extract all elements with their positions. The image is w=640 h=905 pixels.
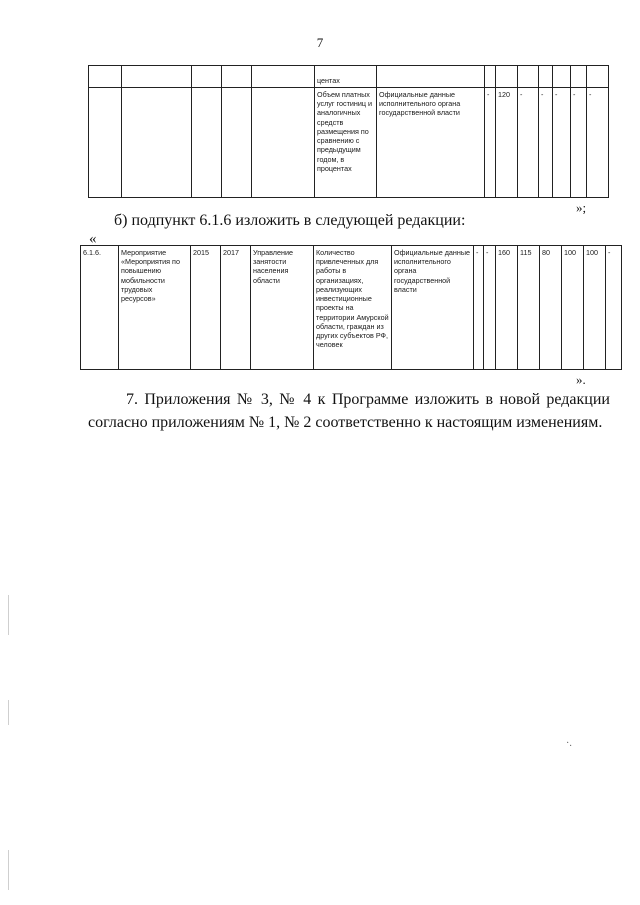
table-cell-value: - bbox=[518, 88, 539, 198]
table-bottom bbox=[80, 245, 622, 370]
closing-quote-2: ». bbox=[576, 372, 586, 387]
table-cell-value: - bbox=[606, 246, 622, 370]
table-row bbox=[89, 88, 609, 198]
table-cell-year-start: 2015 bbox=[191, 246, 221, 370]
page-number: 7 bbox=[316, 35, 324, 50]
paragraph-b: б) подпункт 6.1.6 изложить в следующей редакции: bbox=[114, 212, 466, 229]
table-cell-value: 160 bbox=[496, 246, 518, 370]
table-cell-indicator: Количество привлеченных для работы в организациях, реализующих инвестиционные проекты на территории Амурской области, граждан из других субъектов РФ, человек bbox=[314, 246, 392, 370]
table-row bbox=[89, 66, 609, 88]
table-cell-value: 100 bbox=[562, 246, 584, 370]
table-cell-value: - bbox=[539, 88, 553, 198]
closing-quote-1: »; bbox=[576, 200, 587, 215]
table-cell-value: 115 bbox=[518, 246, 540, 370]
table-cell-indicator: Объем платных услуг гостиниц и аналогичных средств размещения по сравнению с предыдущим годом, в процентах bbox=[315, 88, 377, 198]
stray-mark: ·. bbox=[566, 738, 572, 749]
scan-artifact-line bbox=[8, 595, 9, 635]
table-cell-year-end: 2017 bbox=[221, 246, 251, 370]
table-cell-value: - bbox=[571, 88, 587, 198]
table-cell-indicator-tail: центах bbox=[315, 66, 377, 88]
table-cell-number: 6.1.6. bbox=[81, 246, 119, 370]
opening-quote-2: « bbox=[89, 231, 97, 247]
table-cell-value: - bbox=[553, 88, 571, 198]
scan-artifact-line bbox=[8, 700, 9, 725]
table-cell-value: - bbox=[474, 246, 484, 370]
table-cell-value: 100 bbox=[584, 246, 606, 370]
table-cell-activity: Мероприятие «Мероприятия по повышению мобильности трудовых ресурсов» bbox=[119, 246, 191, 370]
paragraph-7: 7. Приложения № 3, № 4 к Программе изложить в новой редакции согласно приложениям № 1, № 2 соответственно к настоящим изменениям. bbox=[88, 391, 610, 432]
table-cell-executor: Управление занятости населения области bbox=[251, 246, 314, 370]
table-cell-value: 120 bbox=[496, 88, 518, 198]
scan-artifact-line bbox=[8, 850, 9, 890]
table-cell-value: - bbox=[484, 246, 496, 370]
table-cell-value: - bbox=[587, 88, 609, 198]
table-cell-value: 80 bbox=[540, 246, 562, 370]
table-cell-source: Официальные данные исполнительного органа государственной власти bbox=[377, 88, 485, 198]
table-cell-value: - bbox=[485, 88, 496, 198]
table-row bbox=[81, 246, 622, 370]
table-top bbox=[88, 65, 609, 198]
table-cell-source: Официальные данные исполнительного органа государственной власти bbox=[392, 246, 474, 370]
